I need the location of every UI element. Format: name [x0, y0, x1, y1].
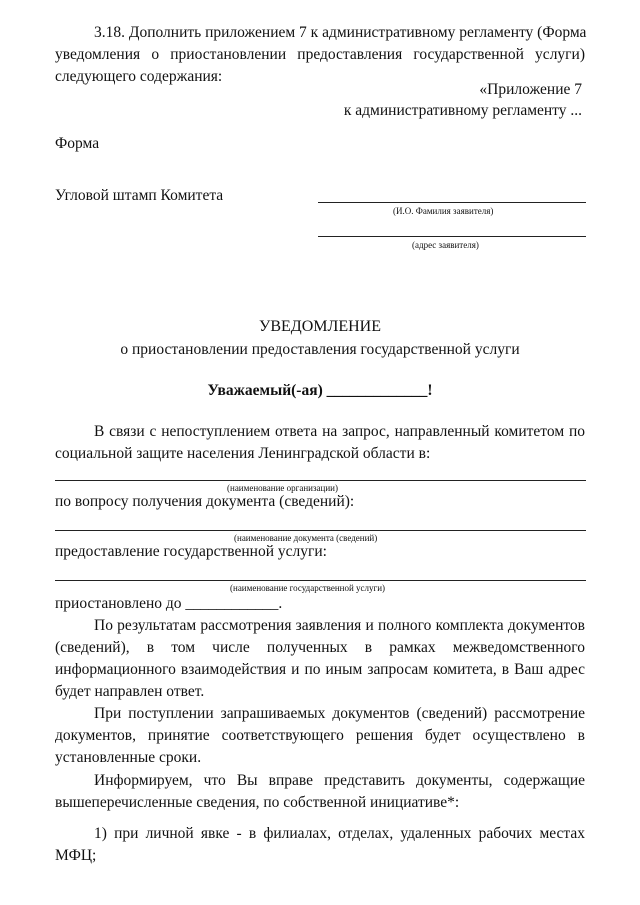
paragraph-2-line-4: будет направлен ответ.	[55, 683, 205, 700]
paragraph-2-line-1: По результатам рассмотрения заявления и полного комплекта документов	[94, 617, 585, 634]
service-line	[55, 580, 586, 581]
document-question: по вопросу получения документа (сведений):	[55, 493, 355, 510]
intro-line-1: 3.18. Дополнить приложением 7 к административному регламенту (Форма	[94, 24, 587, 41]
organization-line	[55, 480, 586, 481]
document-line	[55, 530, 586, 531]
paragraph-3-line-2: документов, принятие соответствующего решения будет осуществлено в	[55, 727, 585, 744]
stamp-label: Угловой штамп Комитета	[55, 187, 224, 204]
paragraph-2-line-2: (сведений), в том числе полученных в рамках межведомственного	[55, 639, 585, 656]
applicant-address-line	[318, 236, 586, 237]
paragraph-4-line-1: Информируем, что Вы вправе представить документы, содержащие	[94, 772, 585, 789]
notice-title: УВЕДОМЛЕНИЕ	[259, 318, 381, 335]
appendix-line-1: «Приложение 7	[479, 81, 582, 98]
paragraph-2-line-3: информационного взаимодействия и по иным запросам комитета, в Ваш адрес	[55, 661, 585, 678]
paragraph-1-line-2: социальной защите населения Ленинградской области в:	[55, 445, 431, 462]
notice-subtitle: о приостановлении предоставления государственной услуги	[120, 341, 520, 358]
form-label: Форма	[55, 135, 100, 152]
organization-caption: (наименование организации)	[227, 483, 338, 493]
paragraph-5-line-1: 1) при личной явке - в филиалах, отделах, удаленных рабочих местах	[94, 825, 585, 842]
paragraph-5-line-2: МФЦ;	[55, 847, 97, 864]
paragraph-3-line-1: При поступлении запрашиваемых документов (сведений) рассмотрение	[94, 705, 585, 722]
service-line-label: предоставление государственной услуги:	[55, 543, 327, 560]
greeting: Уважаемый(-ая) _____________!	[207, 382, 433, 399]
intro-line-2: уведомления о приостановлении предоставления государственной услуги)	[55, 46, 585, 63]
paragraph-1-line-1: В связи с непоступлением ответа на запрос, направленный комитетом по	[94, 423, 585, 440]
paragraph-3-line-3: установленные сроки.	[55, 749, 202, 766]
service-caption: (наименование государственной услуги)	[230, 583, 386, 593]
applicant-name-line	[318, 202, 586, 203]
applicant-name-caption: (И.О. Фамилия заявителя)	[393, 206, 494, 216]
paragraph-4-line-2: вышеперечисленные сведения, по собственной инициативе*:	[55, 794, 460, 811]
applicant-address-caption: (адрес заявителя)	[412, 240, 479, 250]
document-caption: (наименование документа (сведений)	[234, 533, 378, 543]
suspended-until: приостановлено до ____________.	[55, 595, 283, 612]
appendix-line-2: к административному регламенту ...	[343, 102, 582, 119]
intro-line-3: следующего содержания:	[55, 68, 223, 85]
